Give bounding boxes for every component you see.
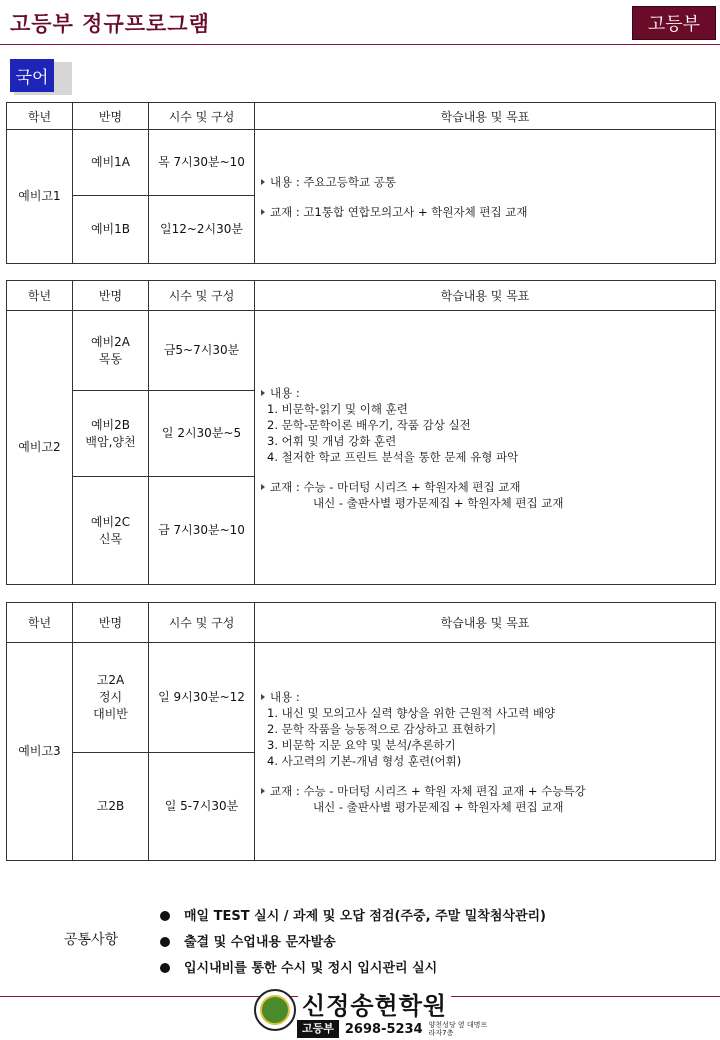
class-location: 목동 (98, 351, 123, 366)
footer-dept: 고등부 (297, 1020, 339, 1038)
class-cell (73, 391, 149, 477)
time-cell: 금 7시30분~10 (149, 477, 255, 585)
content-cell (255, 311, 716, 585)
page-title: 고등부 정규프로그램 (10, 12, 210, 36)
academy-logo-icon (254, 989, 296, 1031)
class-cell: 고2B (73, 753, 149, 861)
bullet-triangle-icon (261, 390, 265, 396)
bullet-triangle-icon (261, 209, 265, 215)
content-label: 내용 : 주요고등학교 공통 (270, 174, 396, 189)
list-item (160, 904, 546, 930)
bullet-dot-icon (160, 911, 170, 921)
header-content: 학습내용 및 목표 (255, 603, 716, 643)
time-cell: 일 5-7시30분 (149, 753, 255, 861)
textbook-line-2: 내신 - 출판사별 평가문제집 + 학원자체 편집 교재 (313, 799, 564, 814)
common-notes-label: 공통사항 (64, 932, 119, 948)
content-item: 1. 비문학-읽기 및 이해 훈련 (267, 401, 408, 416)
header-grade: 학년 (7, 603, 73, 643)
class-sub: 정시 (98, 690, 123, 704)
list-item (160, 956, 546, 982)
content-item: 3. 어휘 및 개념 강화 훈련 (267, 433, 397, 448)
content-item: 2. 문학-문학이론 배우기, 작품 감상 실전 (267, 417, 471, 432)
common-note-text: 입시내비를 통한 수시 및 정시 입시관리 실시 (184, 961, 438, 976)
header-content: 학습내용 및 목표 (255, 103, 716, 130)
class-location: 신목 (98, 531, 123, 546)
schedule-table-3 (6, 602, 716, 861)
header-divider (0, 44, 720, 45)
content-label: 내용 : (270, 689, 300, 704)
class-cell: 예비1A (73, 130, 149, 196)
footer-address: 양천성당 옆 대명프라자7층 (428, 1021, 488, 1037)
header-class: 반명 (73, 281, 149, 311)
schedule-table-2 (6, 280, 716, 585)
time-cell: 일 9시30분~12 (149, 643, 255, 753)
class-cell: 예비1B (73, 196, 149, 264)
schedule-table-1 (6, 102, 716, 264)
bullet-dot-icon (160, 963, 170, 973)
class-name: 예비2C (90, 514, 131, 529)
bullet-triangle-icon (261, 484, 265, 490)
footer-contact (297, 1020, 489, 1038)
class-location: 백암,양천 (85, 434, 136, 449)
content-item: 4. 사고력의 기본-개념 형성 훈련(어휘) (267, 753, 462, 768)
time-cell: 금5~7시30분 (149, 311, 255, 391)
header-content: 학습내용 및 목표 (255, 281, 716, 311)
header-grade: 학년 (7, 103, 73, 130)
content-item: 2. 문학 작품을 능동적으로 감상하고 표현하기 (267, 721, 497, 736)
subject-tab: 국어 (10, 59, 54, 92)
header-class: 반명 (73, 603, 149, 643)
department-badge: 고등부 (632, 6, 716, 40)
content-cell (255, 643, 716, 861)
class-cell (73, 477, 149, 585)
bullet-triangle-icon (261, 694, 265, 700)
list-item (160, 930, 546, 956)
common-note-text: 매일 TEST 실시 / 과제 및 오답 점검(주중, 주말 밀착첨삭관리) (184, 909, 546, 924)
header-class: 반명 (73, 103, 149, 130)
content-item: 3. 비문학 지문 요약 및 분석/추론하기 (267, 737, 456, 752)
bullet-triangle-icon (261, 179, 265, 185)
class-sub-2: 대비반 (93, 707, 128, 721)
header-time: 시수 및 구성 (149, 103, 255, 130)
class-name: 예비2B (90, 417, 131, 432)
header-time: 시수 및 구성 (149, 603, 255, 643)
header-grade: 학년 (7, 281, 73, 311)
textbook-label: 교재 : 수능 - 마더텅 시리즈 + 학원 자체 편집 교재 + 수능특강 (270, 783, 586, 798)
content-item: 4. 철저한 학교 프린트 분석을 통한 문제 유형 파악 (267, 449, 519, 464)
bullet-dot-icon (160, 937, 170, 947)
common-notes-list (160, 904, 546, 982)
grade-cell: 예비고3 (7, 643, 73, 861)
header-time: 시수 및 구성 (149, 281, 255, 311)
academy-name: 신정송현학원 (298, 986, 451, 1021)
class-cell (73, 311, 149, 391)
textbook-line-2: 내신 - 출판사별 평가문제집 + 학원자체 편집 교재 (313, 495, 564, 510)
footer-phone: 2698-5234 (344, 1021, 423, 1037)
class-name: 고2A (96, 673, 125, 687)
time-cell: 일12~2시30분 (149, 196, 255, 264)
time-cell: 목 7시30분~10 (149, 130, 255, 196)
textbook-label: 교재 : 수능 - 마더텅 시리즈 + 학원자체 편집 교재 (270, 479, 521, 494)
common-note-text: 출결 및 수업내용 문자발송 (184, 935, 336, 950)
content-cell (255, 130, 716, 264)
textbook-label: 교재 : 고1통합 연합모의고사 + 학원자체 편집 교재 (270, 204, 528, 219)
time-cell: 일 2시30분~5 (149, 391, 255, 477)
class-cell (73, 643, 149, 753)
bullet-triangle-icon (261, 788, 265, 794)
grade-cell: 예비고2 (7, 311, 73, 585)
class-name: 예비2A (90, 334, 131, 349)
content-label: 내용 : (270, 385, 300, 400)
content-item: 1. 내신 및 모의고사 실력 향상을 위한 근원적 사고력 배양 (267, 705, 556, 720)
grade-cell: 예비고1 (7, 130, 73, 264)
